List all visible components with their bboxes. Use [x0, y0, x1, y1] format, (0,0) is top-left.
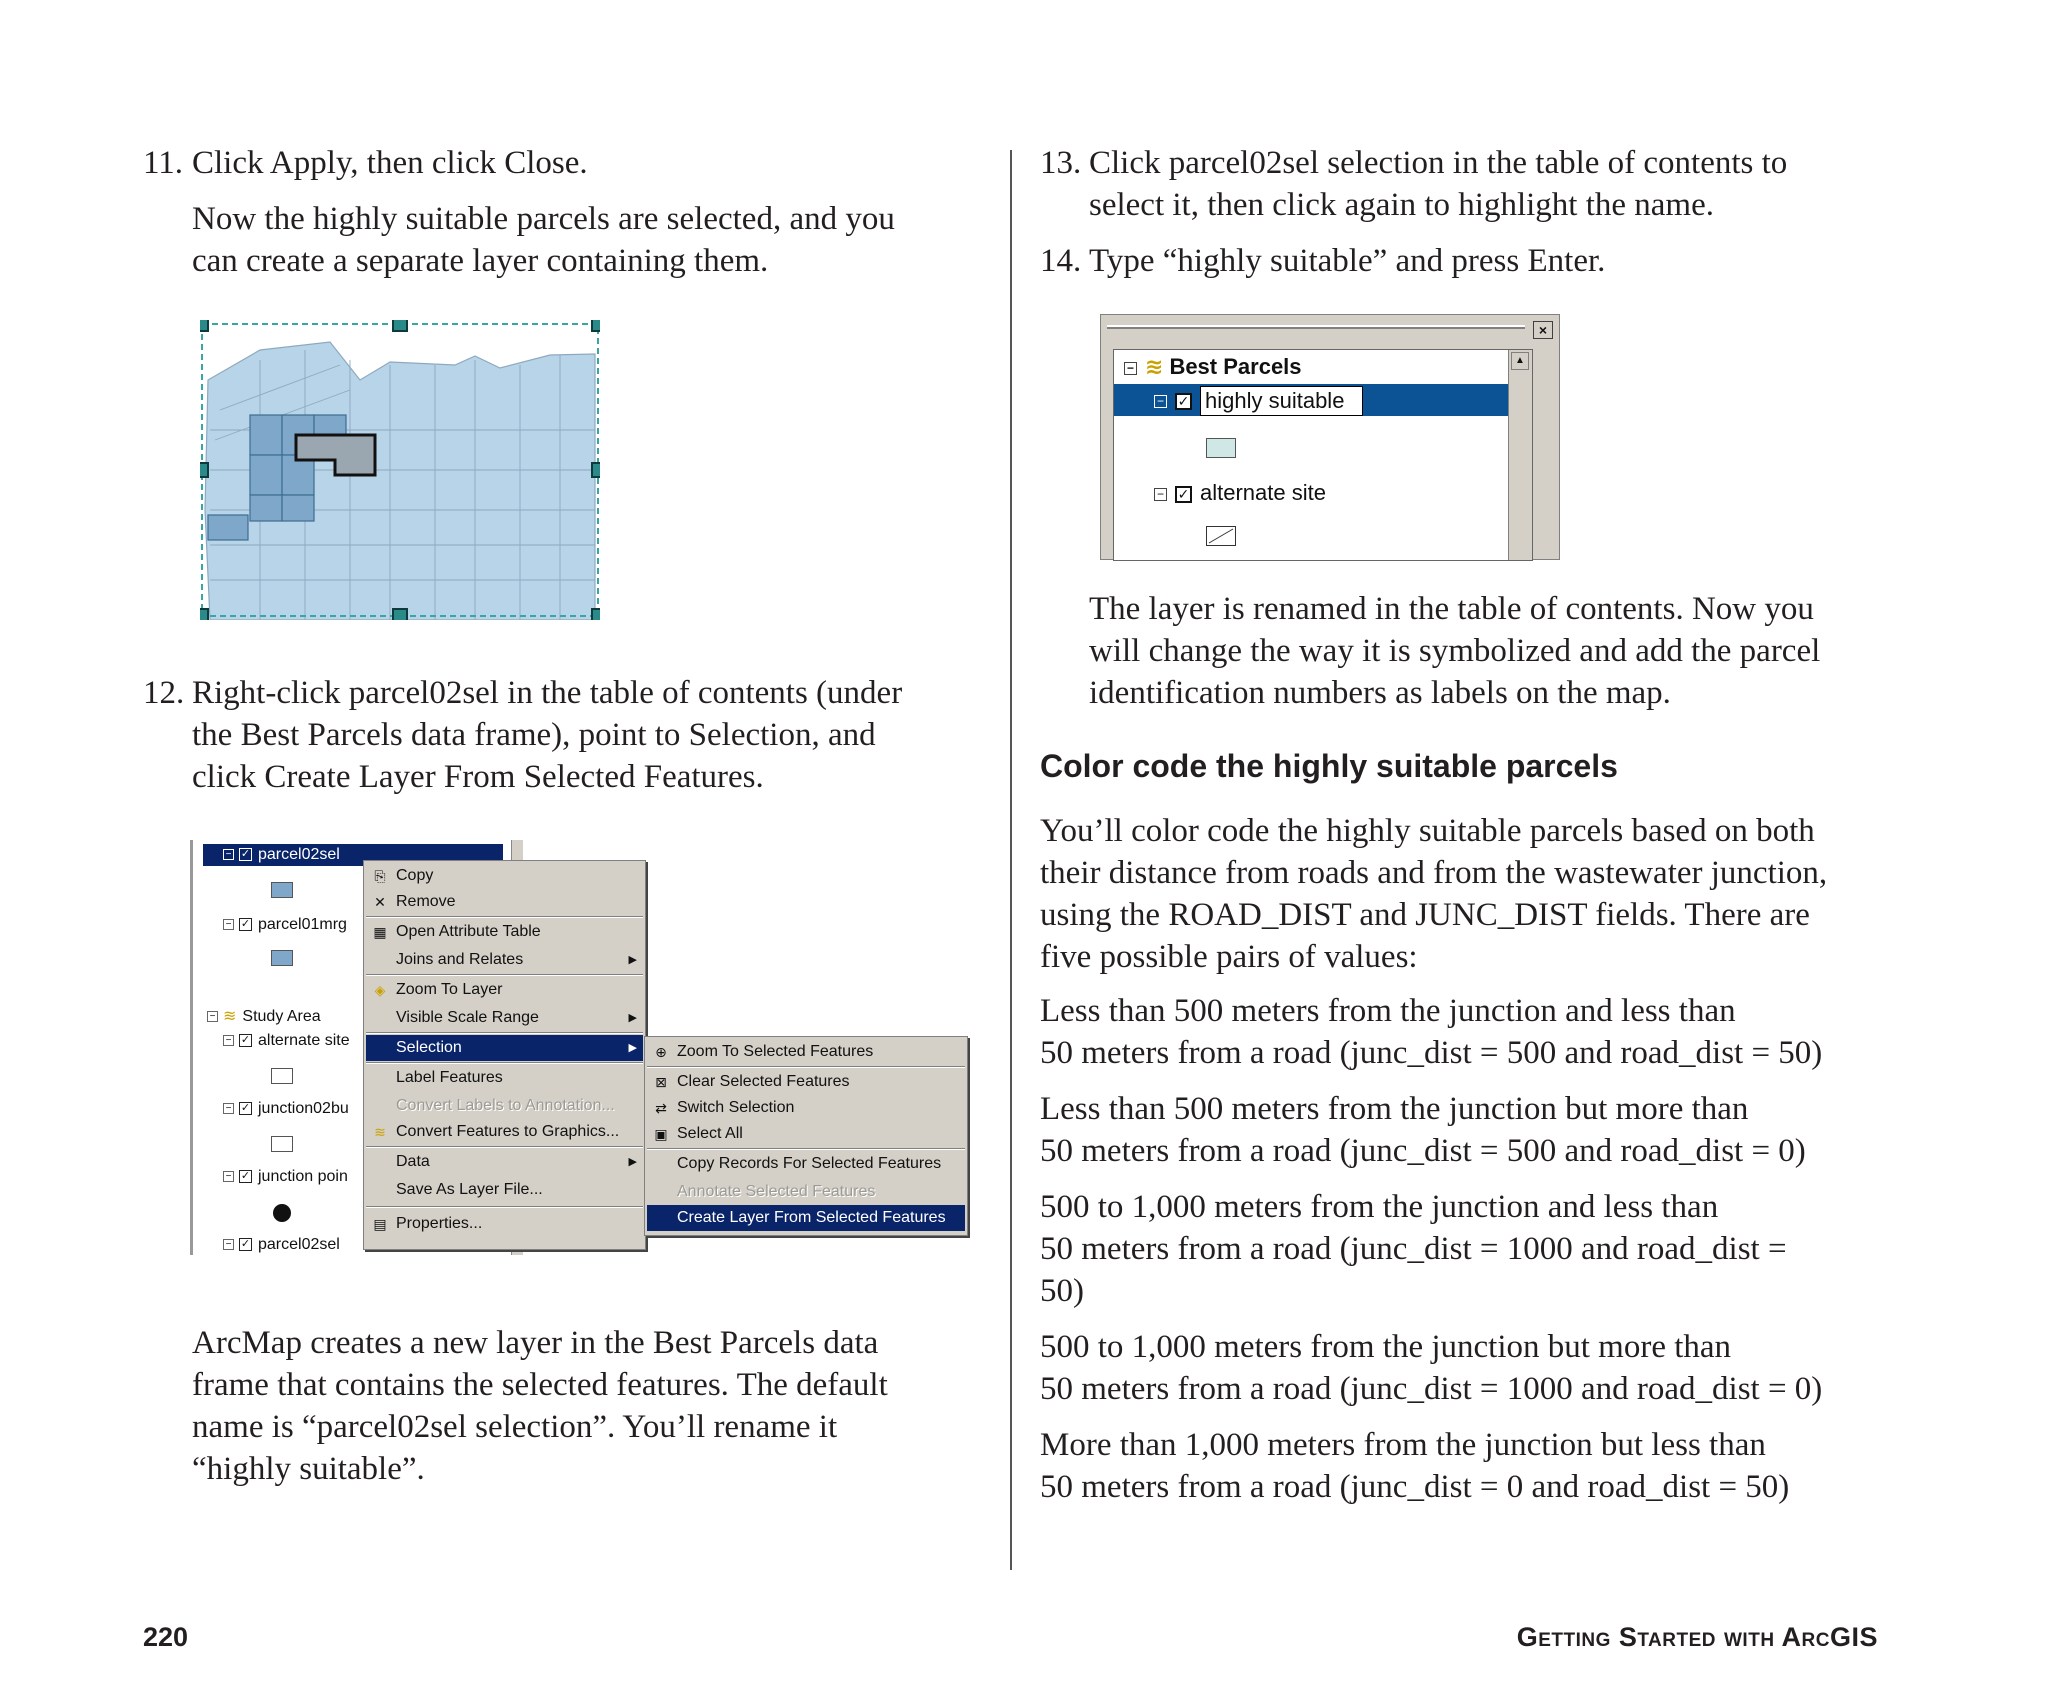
layer-context-menu — [363, 860, 646, 1250]
menu-separator — [366, 1206, 643, 1208]
hatched-symbol — [1206, 526, 1236, 546]
menu-properties[interactable]: ▤ Properties... — [373, 1215, 483, 1232]
menu-separator — [366, 1146, 643, 1148]
toc-layer-parcel01mrg[interactable]: − ✓ parcel01mrg — [223, 914, 347, 936]
toc-window — [1100, 314, 1560, 560]
submenu-arrow-icon: ▶ — [628, 954, 637, 966]
step-number: 13. — [1040, 145, 1082, 181]
menu-separator — [366, 1062, 643, 1064]
step-text: Click Apply, then click Close. — [192, 145, 588, 181]
menu-remove[interactable]: ✕ Remove — [366, 889, 643, 915]
menu-save-as-layer-file[interactable]: Save As Layer File... — [396, 1181, 543, 1198]
menu-separator — [647, 1148, 965, 1150]
select-all-icon: ▣ — [654, 1126, 668, 1142]
toc-layer-parcel02sel-2[interactable]: − ✓ parcel02sel — [223, 1234, 340, 1256]
submenu-copy-records[interactable]: Copy Records For Selected Features — [677, 1155, 942, 1172]
submenu-switch-selection[interactable]: ⇄ Switch Selection — [647, 1095, 965, 1121]
toc-rename-figure — [1100, 314, 1560, 560]
running-title: Getting Started with ArcGIS — [1516, 1622, 1878, 1652]
pair-1: Less than 500 meters from the junction and less than 50 meters from a road (junc_dist = 500 and road_dist = 50) — [1040, 993, 1823, 1071]
clear-selection-icon: ⊠ — [655, 1074, 667, 1090]
submenu-arrow-icon: ▶ — [628, 1042, 637, 1054]
menu-zoom-to-layer[interactable]: ◈ Zoom To Layer — [366, 977, 643, 1003]
menu-copy[interactable]: ⎘ Copy — [366, 863, 643, 889]
menu-open-attribute-table[interactable]: ▦ Open Attribute Table — [373, 923, 541, 940]
submenu-zoom-to-selected[interactable]: ⊕ Zoom To Selected Features — [647, 1039, 965, 1065]
menu-selection[interactable]: Selection ▶ — [366, 1035, 643, 1061]
toc-layer-junction02bu[interactable]: − ✓ junction02bu — [223, 1098, 349, 1120]
pair-5: More than 1,000 meters from the junction but less than 50 meters from a road (junc_dist = 0 and road_dist = 50) — [1040, 1427, 1790, 1505]
layer-symbol — [271, 950, 293, 966]
section-heading: Color code the highly suitable parcels — [1040, 748, 1618, 784]
toc-tree — [1113, 349, 1533, 561]
convert-graphics-icon: ≋ — [374, 1124, 386, 1140]
zoom-selected-icon: ⊕ — [655, 1044, 667, 1060]
toc-layer-highly-suitable[interactable]: − ✓ highly suitable — [1154, 385, 1363, 415]
menu-separator — [647, 1066, 965, 1068]
title-grip — [1107, 325, 1525, 329]
submenu-create-layer[interactable]: Create Layer From Selected Features — [647, 1205, 965, 1231]
toc-layer-alternate-site[interactable]: − ✓ alternate site — [1154, 478, 1326, 508]
step-text: Right-click parcel02sel in the table of contents (under the Best Parcels data frame), point to Selection, and click Create Layer From Selected Features. — [192, 675, 903, 795]
step-text: Type “highly suitable” and press Enter. — [1089, 243, 1606, 279]
menu-separator — [366, 1032, 643, 1034]
intro-paragraph: You’ll color code the highly suitable parcels based on both their distance from roads and from the wastewater junction, using the ROAD_DIST and JUNC_DIST fields. There are five possible pairs of values: — [1040, 813, 1828, 975]
close-icon[interactable]: × — [1533, 321, 1553, 339]
rename-input[interactable]: highly suitable — [1200, 386, 1363, 416]
layer-symbol — [271, 882, 293, 898]
pair-4: 500 to 1,000 meters from the junction but more than 50 meters from a road (junc_dist = 1000 and road_dist = 0) — [1040, 1329, 1823, 1407]
after-menu-paragraph: ArcMap creates a new layer in the Best Parcels data frame that contains the selected features. The default name is “parcel02sel selection”. You’ll rename it “highly suitable”. — [192, 1325, 888, 1487]
properties-icon: ▤ — [373, 1216, 387, 1232]
renamed-paragraph: The layer is renamed in the table of contents. Now you will change the way it is symbolized and add the parcel identification numbers as labels on the map. — [1089, 591, 1821, 711]
toc-dataframe-best-parcels[interactable]: − ≋ Best Parcels — [1124, 352, 1302, 382]
scroll-up-icon[interactable]: ▲ — [1511, 352, 1529, 370]
selection-submenu — [644, 1036, 968, 1236]
submenu-arrow-icon: ▶ — [628, 1156, 637, 1168]
point-symbol — [273, 1204, 291, 1222]
submenu-arrow-icon: ▶ — [628, 1012, 637, 1024]
layer-symbol — [271, 1136, 293, 1152]
menu-data[interactable]: Data ▶ — [366, 1149, 643, 1175]
menu-convert-labels: Convert Labels to Annotation... — [396, 1097, 615, 1114]
menu-separator — [366, 974, 643, 976]
layers-icon: ≋ — [1145, 354, 1164, 379]
submenu-select-all[interactable]: ▣ Select All — [654, 1125, 743, 1142]
copy-icon: ⎘ — [374, 868, 386, 884]
step-number: 14. — [1040, 243, 1082, 279]
menu-convert-features[interactable]: ≋ Convert Features to Graphics... — [366, 1119, 643, 1145]
menu-visible-scale-range[interactable]: Visible Scale Range ▶ — [366, 1005, 643, 1031]
page-number: 220 — [143, 1622, 189, 1652]
toc-dataframe-study-area[interactable]: − ≋ Study Area — [207, 1006, 321, 1028]
step-number: 12. — [143, 675, 185, 711]
layers-icon: ≋ — [223, 1008, 237, 1025]
zoom-layer-icon: ◈ — [374, 982, 386, 998]
column-divider — [1010, 150, 1012, 1570]
pair-2: Less than 500 meters from the junction but more than 50 meters from a road (junc_dist = 500 and road_dist = 0) — [1040, 1091, 1806, 1169]
layer-symbol — [1206, 438, 1236, 458]
toc-layer-alternate-site[interactable]: − ✓ alternate site — [223, 1030, 350, 1052]
table-icon: ▦ — [373, 924, 387, 940]
toc-layer-parcel02sel[interactable]: − ✓ parcel02sel — [203, 844, 503, 866]
step-number: 11. — [143, 145, 184, 181]
parcel-map-figure — [200, 320, 600, 620]
menu-label-features[interactable]: Label Features — [396, 1069, 503, 1086]
hatched-symbol — [271, 1068, 293, 1084]
step11-paragraph: Now the highly suitable parcels are selected, and you can create a separate layer containing them. — [192, 201, 895, 279]
toc-layer-junction-poin[interactable]: − ✓ junction poin — [223, 1166, 348, 1188]
menu-joins-and-relates[interactable]: Joins and Relates ▶ — [366, 947, 643, 973]
switch-selection-icon: ⇄ — [655, 1100, 667, 1116]
menu-separator — [366, 916, 643, 918]
pair-3: 500 to 1,000 meters from the junction and less than 50 meters from a road (junc_dist = 1000 and road_dist = 50) — [1040, 1189, 1787, 1309]
remove-icon: ✕ — [374, 894, 386, 910]
context-menu-figure — [190, 840, 980, 1260]
submenu-clear-selected[interactable]: ⊠ Clear Selected Features — [647, 1069, 965, 1095]
step-text: Click parcel02sel selection in the table of contents to select it, then click again to highlight the name. — [1089, 145, 1788, 223]
submenu-annotate-selected: Annotate Selected Features — [677, 1183, 876, 1200]
toc-scrollbar[interactable] — [1508, 350, 1532, 560]
